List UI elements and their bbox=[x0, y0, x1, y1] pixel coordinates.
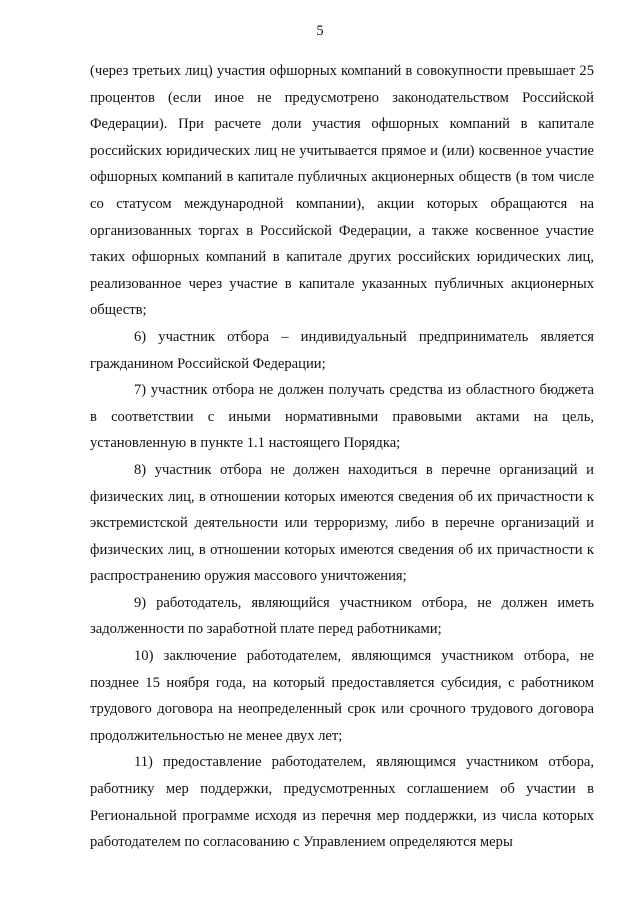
paragraph-continuation: (через третьих лиц) участия офшорных компаний в совокупности превышает 25 процентов (если иное не предусмотрено законодательством Российской Федерации). При расчете доли участия офшорных компаний в капитале российских юридических лиц не учитывается прямое и (или) косвенное участие офшорных компаний в капитале публичных акционерных обществ (в том числе со статусом международной компании), акции которых обращаются на организованных торгах в Российской Федерации, а также косвенное участие таких офшорных компаний в капитале других российских юридических лиц, реализованное через участие в капитале указанных публичных акционерных обществ; bbox=[90, 63, 594, 319]
paragraph-item-10: 10) заключение работодателем, являющимся участником отбора, не позднее 15 ноября года, на который предоставляется субсидия, с работником трудового договора на неопределенный срок или срочного трудового договора продолжительностью не менее двух лет; bbox=[90, 648, 594, 744]
paragraph-item-9: 9) работодатель, являющийся участником отбора, не должен иметь задолженности по заработной плате перед работниками; bbox=[90, 594, 594, 638]
document-body bbox=[90, 58, 594, 856]
paragraph-item-8: 8) участник отбора не должен находиться в перечне организаций и физических лиц, в отношении которых имеются сведения об их причастности к экстремистской деятельности или терроризму, либо в перечне организаций и физических лиц, в отношении которых имеются сведения об их причастности к распространению оружия массового уничтожения; bbox=[90, 461, 594, 585]
paragraph-item-7: 7) участник отбора не должен получать средства из областного бюджета в соответствии с иными нормативными правовыми актами на цель, установленную в пункте 1.1 настоящего Порядка; bbox=[90, 382, 594, 452]
page-number: 5 bbox=[316, 23, 324, 39]
paragraph-item-11: 11) предоставление работодателем, являющимся участником отбора, работнику мер поддержки, предусмотренных соглашением об участии в Региональной программе исходя из перечня мер поддержки, из числа которых работодателем по согласованию с Управлением определяются меры bbox=[90, 754, 594, 851]
paragraph-item-6: 6) участник отбора – индивидуальный предприниматель является гражданином Российской Федерации; bbox=[90, 328, 594, 372]
